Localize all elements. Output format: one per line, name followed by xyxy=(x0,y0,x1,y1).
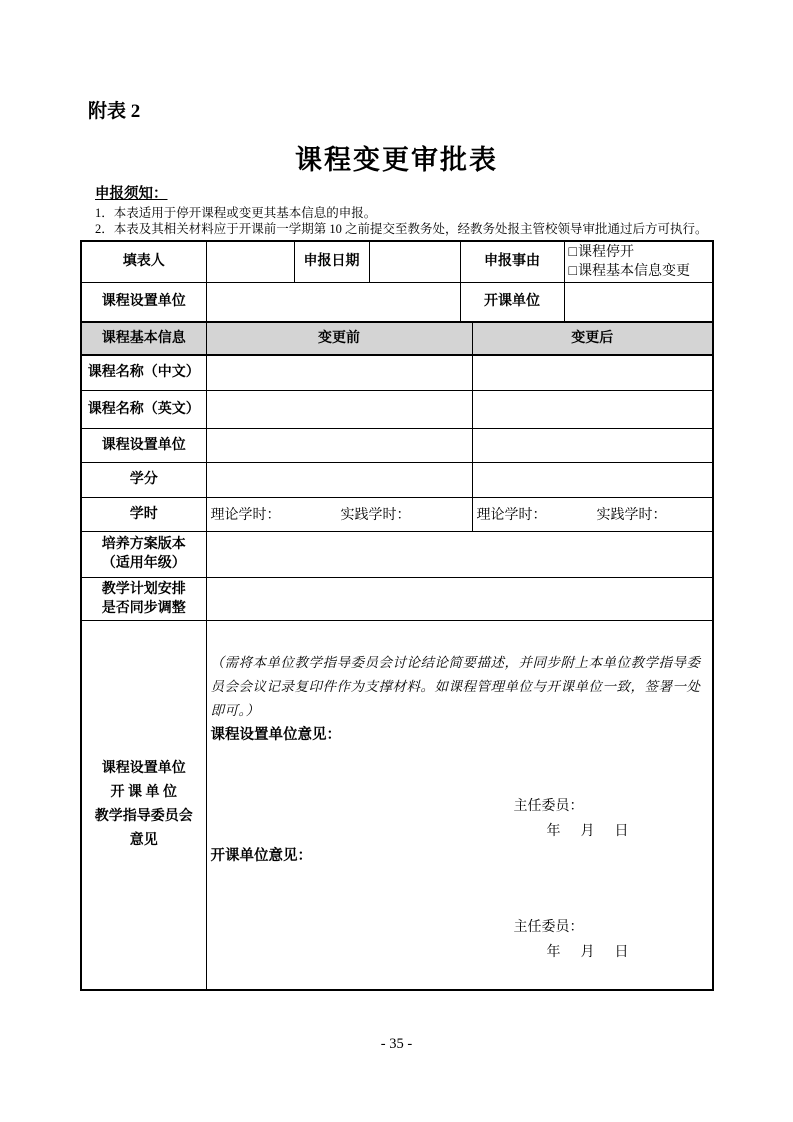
name-en-before-cell xyxy=(206,390,472,428)
checkbox-icon: □ xyxy=(568,244,577,260)
name-cn-after-cell xyxy=(472,355,713,390)
name-en-label: 课程名称（英文） xyxy=(81,390,206,428)
opinion-side-line: 意见 xyxy=(129,832,158,848)
reason-option-stop xyxy=(569,243,709,262)
date-value-cell xyxy=(369,241,460,282)
setup-unit-before-cell xyxy=(206,428,472,462)
schedule-sync-value-cell xyxy=(206,577,713,620)
date-month-label: 月 xyxy=(580,944,595,960)
setup-unit-opinion-heading: 课程设置单位意见： xyxy=(210,726,341,743)
checkbox-icon: □ xyxy=(568,263,577,279)
appendix-label: 附表 2 xyxy=(88,101,141,122)
filler-value-cell xyxy=(206,241,294,282)
opinion-side-line: 教学指导委员会 xyxy=(94,808,193,824)
before-change-header: 变更前 xyxy=(206,322,472,355)
schedule-sync-label xyxy=(81,577,206,620)
credits-after-cell xyxy=(472,462,713,497)
name-cn-before-cell xyxy=(206,355,472,390)
signature-date-line xyxy=(211,824,709,840)
schedule-sync-label-line2: 是否同步调整 xyxy=(101,600,186,616)
table-row-opinions xyxy=(81,620,713,990)
theory-hours-label: 理论学时： xyxy=(210,508,281,523)
date-year-label: 年 xyxy=(546,823,561,839)
reason-option-label: 课程基本信息变更 xyxy=(577,263,690,279)
page-title: 课程变更审批表 xyxy=(295,145,498,175)
credits-before-cell xyxy=(206,462,472,497)
offering-unit-label: 开课单位 xyxy=(460,282,564,322)
opinion-instructions: （需将本单位教学指导委员会讨论结论简要描述，并同步附上本单位教学指导委员会会议记录复印件作为支撑材料。如课程管理单位与开课单位一致，签署一处即可。） xyxy=(210,654,701,718)
reason-options-cell xyxy=(564,241,713,282)
table-row-plan-version xyxy=(81,531,713,577)
date-year-label: 年 xyxy=(546,944,561,960)
page-number: - 35 - xyxy=(380,1036,413,1052)
setup-unit-after-cell xyxy=(472,428,713,462)
chair-signature-label: 主任委员： xyxy=(513,919,584,935)
opinion-side-line: 课程设置单位 xyxy=(101,760,186,776)
reason-label: 申报事由 xyxy=(460,241,564,282)
plan-version-value-cell xyxy=(206,531,713,577)
reason-option-label: 课程停开 xyxy=(577,244,634,260)
date-label: 申报日期 xyxy=(294,241,369,282)
practice-hours-label: 实践学时： xyxy=(596,508,667,523)
practice-hours-label: 实践学时： xyxy=(340,508,411,523)
plan-version-label xyxy=(81,531,206,577)
credits-label: 学分 xyxy=(81,462,206,497)
table-row-hours xyxy=(81,497,713,531)
table-row-schedule-sync xyxy=(81,577,713,620)
signature-date-line xyxy=(211,945,709,961)
plan-version-label-line1: 培养方案版本 xyxy=(101,537,186,552)
hours-after-cell xyxy=(472,497,713,531)
chair-signature-label: 主任委员： xyxy=(513,798,584,814)
table-row-credits xyxy=(81,462,713,497)
name-cn-label: 课程名称（中文） xyxy=(81,355,206,390)
reason-option-info-change xyxy=(569,262,709,281)
notice-heading: 申报须知： xyxy=(95,186,168,202)
setup-unit-label: 课程设置单位 xyxy=(81,282,206,322)
date-day-label: 日 xyxy=(614,823,629,839)
table-row-name-en xyxy=(81,390,713,428)
course-change-approval-table xyxy=(80,240,714,991)
date-day-label: 日 xyxy=(614,944,629,960)
table-row-units xyxy=(81,282,713,322)
table-row-section-header xyxy=(81,322,713,355)
schedule-sync-label-line1: 教学计划安排 xyxy=(101,581,186,597)
filler-label: 填表人 xyxy=(81,241,206,282)
theory-hours-label: 理论学时： xyxy=(476,508,547,523)
setup-unit-value-cell xyxy=(206,282,460,322)
offering-unit-value-cell xyxy=(564,282,713,322)
notice-item-2: 2．本表及其相关材料应于开课前一学期第 10 之前提交至教务处，经教务处报主管校领导审批通过后方可执行。 xyxy=(95,222,708,236)
after-change-header: 变更后 xyxy=(472,322,713,355)
date-month-label: 月 xyxy=(580,823,595,839)
basic-info-header: 课程基本信息 xyxy=(81,322,206,355)
offering-unit-opinion-heading: 开课单位意见： xyxy=(210,847,312,864)
opinion-content-cell xyxy=(206,620,713,990)
opinion-side-line: 开 课 单 位 xyxy=(110,784,177,800)
hours-label: 学时 xyxy=(81,497,206,531)
plan-version-label-line2: （适用年级） xyxy=(101,556,186,571)
notice-item-1: 1．本表适用于停开课程或变更其基本信息的申报。 xyxy=(95,206,377,220)
hours-before-cell xyxy=(206,497,472,531)
table-row-name-cn xyxy=(81,355,713,390)
name-en-after-cell xyxy=(472,390,713,428)
opinion-side-label xyxy=(81,620,206,990)
table-row-filler xyxy=(81,241,713,282)
setup-unit-field-label: 课程设置单位 xyxy=(81,428,206,462)
table-row-setup-unit xyxy=(81,428,713,462)
